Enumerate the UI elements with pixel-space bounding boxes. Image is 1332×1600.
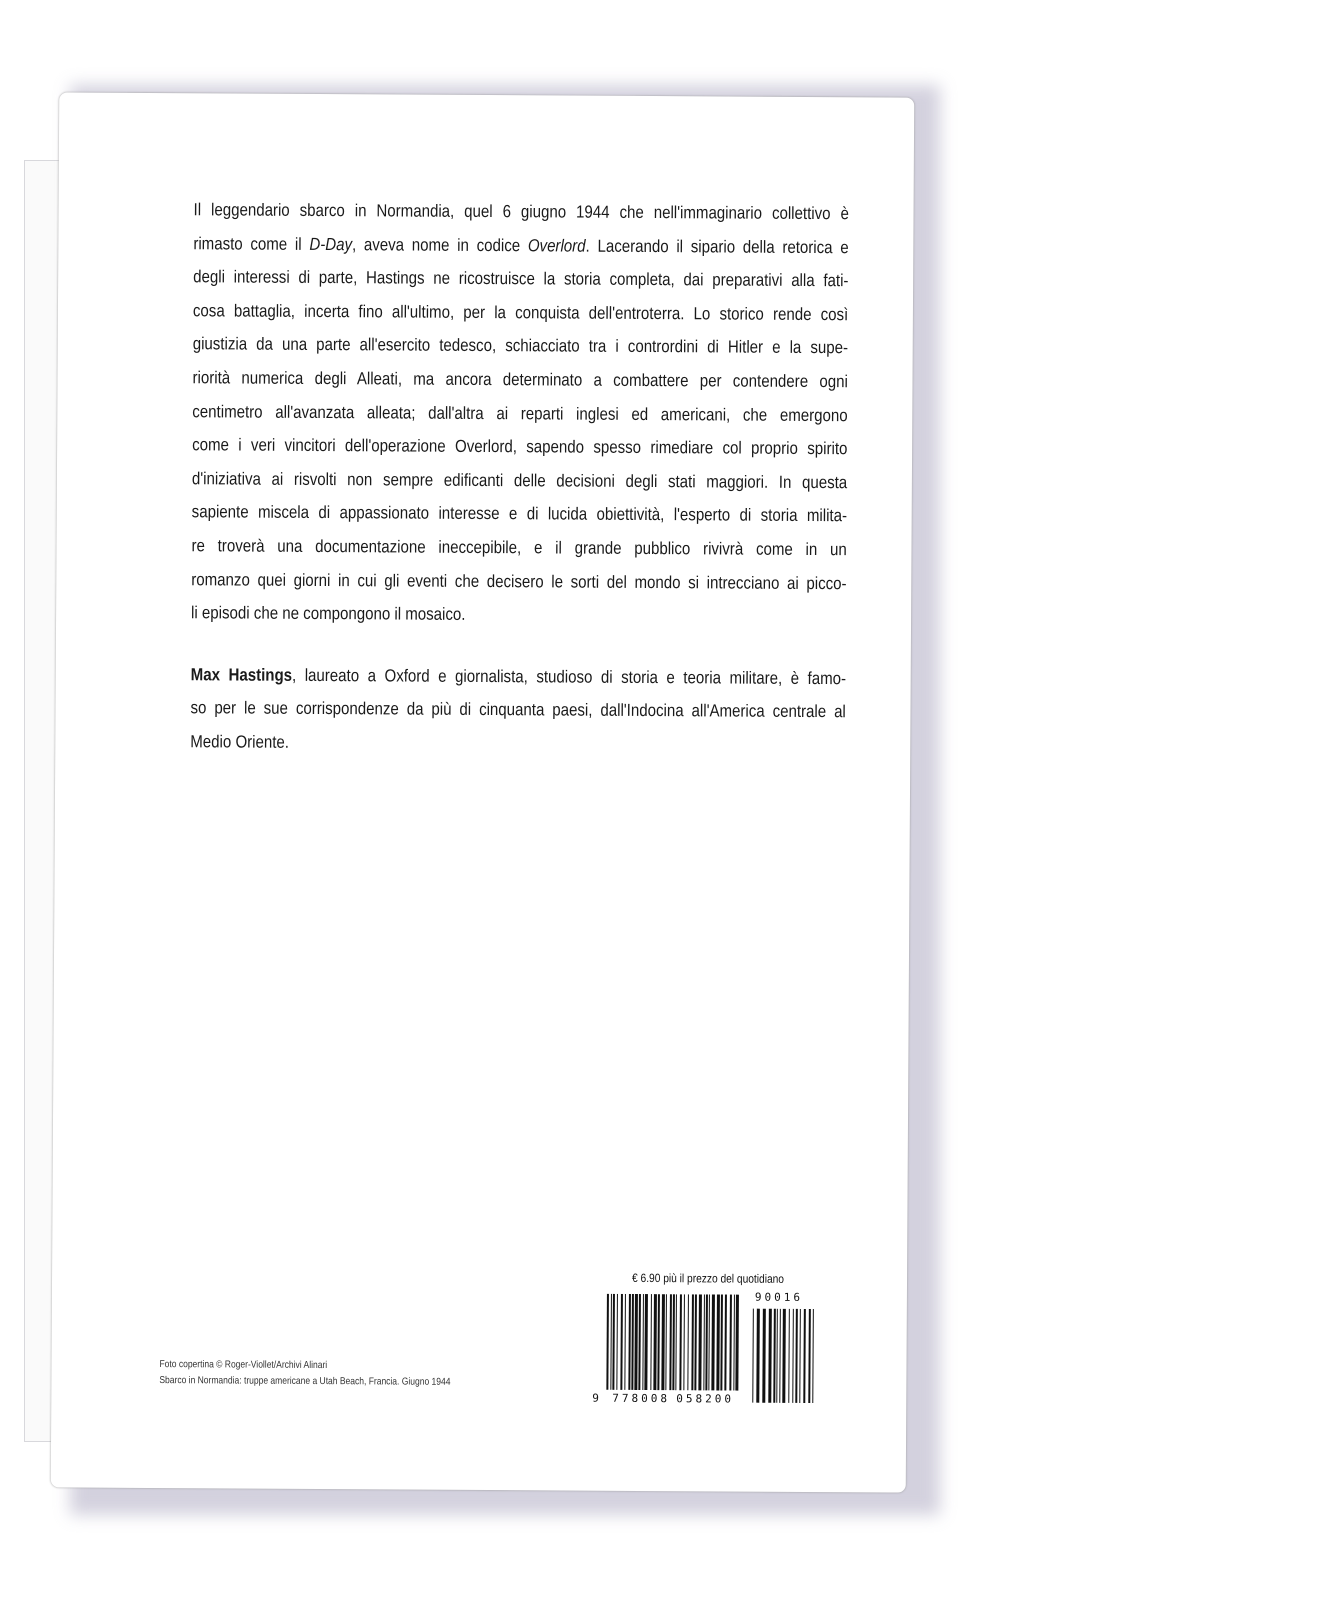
barcode-bars xyxy=(604,1294,820,1407)
barcode-bar xyxy=(665,1294,667,1390)
barcode-bar xyxy=(624,1294,626,1390)
barcode-bar xyxy=(661,1294,665,1390)
barcode-bar xyxy=(776,1309,778,1403)
barcode-bar xyxy=(672,1294,675,1390)
barcode-bar xyxy=(768,1309,772,1403)
author-bio-line: Max Hastings, laureato a Oxford e giornalista, studioso di storia e teoria militare, è famo- xyxy=(190,663,847,688)
barcode-bar xyxy=(729,1295,732,1391)
barcode-bar xyxy=(679,1294,682,1390)
blurb-line: degli interessi di parte, Hastings ne ricostruisce la storia completa, dai preparativi alla fati- xyxy=(193,266,849,291)
author-bio-line: Medio Oriente. xyxy=(190,731,290,752)
barcode-bar xyxy=(634,1294,638,1390)
barcode-bar xyxy=(762,1309,766,1403)
barcode-bar xyxy=(650,1294,652,1390)
barcode-bar xyxy=(773,1309,776,1403)
barcode-bar xyxy=(606,1294,609,1390)
barcode-bar xyxy=(694,1294,697,1390)
barcode-bar xyxy=(669,1294,672,1390)
barcode-bar xyxy=(628,1294,631,1390)
blurb-line: sapiente miscela di appassionato interesse e di lucida obiettività, l'esperto di storia milita- xyxy=(191,501,848,526)
price-label: € 6.90 più il prezzo del quotidiano xyxy=(631,1270,785,1286)
barcode-bar xyxy=(735,1295,739,1391)
blurb-line: romanzo quei giorni in cui gli eventi che decisero le sorti del mondo si intrecciano ai picco- xyxy=(191,568,847,593)
blurb-line: riorità numerica degli Alleati, ma ancora determinato a combattere per contendere ogni xyxy=(192,367,848,392)
barcode-bar xyxy=(683,1294,685,1390)
barcode-bar xyxy=(808,1309,811,1403)
barcode-bar xyxy=(616,1294,618,1390)
overlord-italic: Overlord xyxy=(527,234,586,256)
barcode-bar xyxy=(675,1294,677,1390)
barcode-bar xyxy=(708,1294,710,1390)
barcode-bar xyxy=(687,1294,689,1390)
blurb-line: centimetro all'avanzata alleata; dall'altra ai reparti inglesi ed americani, che emergono xyxy=(192,400,848,425)
barcode-bar xyxy=(795,1309,798,1403)
blurb-line: cosa battaglia, incerta fino all'ultimo, per la conquista dell'entroterra. Lo storico rende così xyxy=(192,300,849,325)
blurb-line: come i veri vincitori dell'operazione Overlord, sapendo spesso rimediare col proprio spirito xyxy=(192,434,848,459)
blurb-line: giustizia da una parte all'esercito tedesco, schiacciato tra i contrordini di Hitler e la supe- xyxy=(192,333,849,358)
barcode-bar xyxy=(733,1295,735,1391)
blurb-text xyxy=(190,193,848,762)
barcode-bar xyxy=(711,1294,715,1390)
barcode-bar xyxy=(703,1294,705,1390)
barcode-bar xyxy=(752,1309,754,1403)
blurb-line: Il leggendario sbarco in Normandia, quel 6 giugno 1944 che nell'immaginario collettivo è xyxy=(193,199,849,224)
book-back-cover xyxy=(51,92,915,1492)
photo-credits: Foto copertina © Roger-Viollet/Archivi Alinari Sbarco in Normandia: truppe americane a Utah Beach, Francia. Giugno 1944 xyxy=(159,1359,451,1388)
isbn-barcode: 9 778008 058200 90016 xyxy=(604,1294,820,1407)
barcode-bar xyxy=(653,1294,657,1390)
barcode-bar xyxy=(803,1309,806,1403)
barcode-bar xyxy=(788,1309,790,1403)
barcode-bar xyxy=(756,1309,760,1403)
barcode-bar xyxy=(638,1294,641,1390)
author-bio-line: so per le sue corrispondenze da più di cinquanta paesi, dall'Indocina all'America centrale al xyxy=(190,697,846,722)
barcode-bar xyxy=(644,1294,648,1390)
blurb-line: d'iniziativa ai risvolti non sempre edificanti delle decisioni degli stati maggiori. In questa xyxy=(191,467,848,492)
barcode-bar xyxy=(724,1294,727,1390)
barcode-bar xyxy=(691,1294,694,1390)
barcode-bar xyxy=(716,1294,720,1390)
barcode-bar xyxy=(705,1294,708,1390)
author-name: Max Hastings xyxy=(190,663,293,685)
barcode-bar xyxy=(698,1294,702,1390)
blurb-line: li episodi che ne compongono il mosaico. xyxy=(191,602,466,625)
barcode-bar xyxy=(799,1309,801,1403)
barcode-bar xyxy=(610,1294,612,1390)
d-day-italic: D-Day xyxy=(309,233,353,254)
barcode-bar xyxy=(720,1294,723,1390)
blurb-line: rimasto come il D-Day, aveva nome in codice Overlord. Lacerando il sipario della retorica e xyxy=(193,232,849,257)
barcode-bar xyxy=(782,1309,786,1403)
barcode-bar xyxy=(642,1294,644,1390)
barcode-bar xyxy=(779,1309,781,1403)
barcode-bar xyxy=(620,1294,623,1390)
blurb-line: re troverà una documentazione ineccepibile, e il grande pubblico rivivrà come in un xyxy=(191,535,847,560)
barcode-bar xyxy=(812,1309,814,1403)
barcode-bar xyxy=(792,1309,794,1403)
barcode-bar xyxy=(631,1294,634,1390)
barcode-bar xyxy=(612,1294,615,1390)
barcode-bar xyxy=(657,1294,660,1390)
